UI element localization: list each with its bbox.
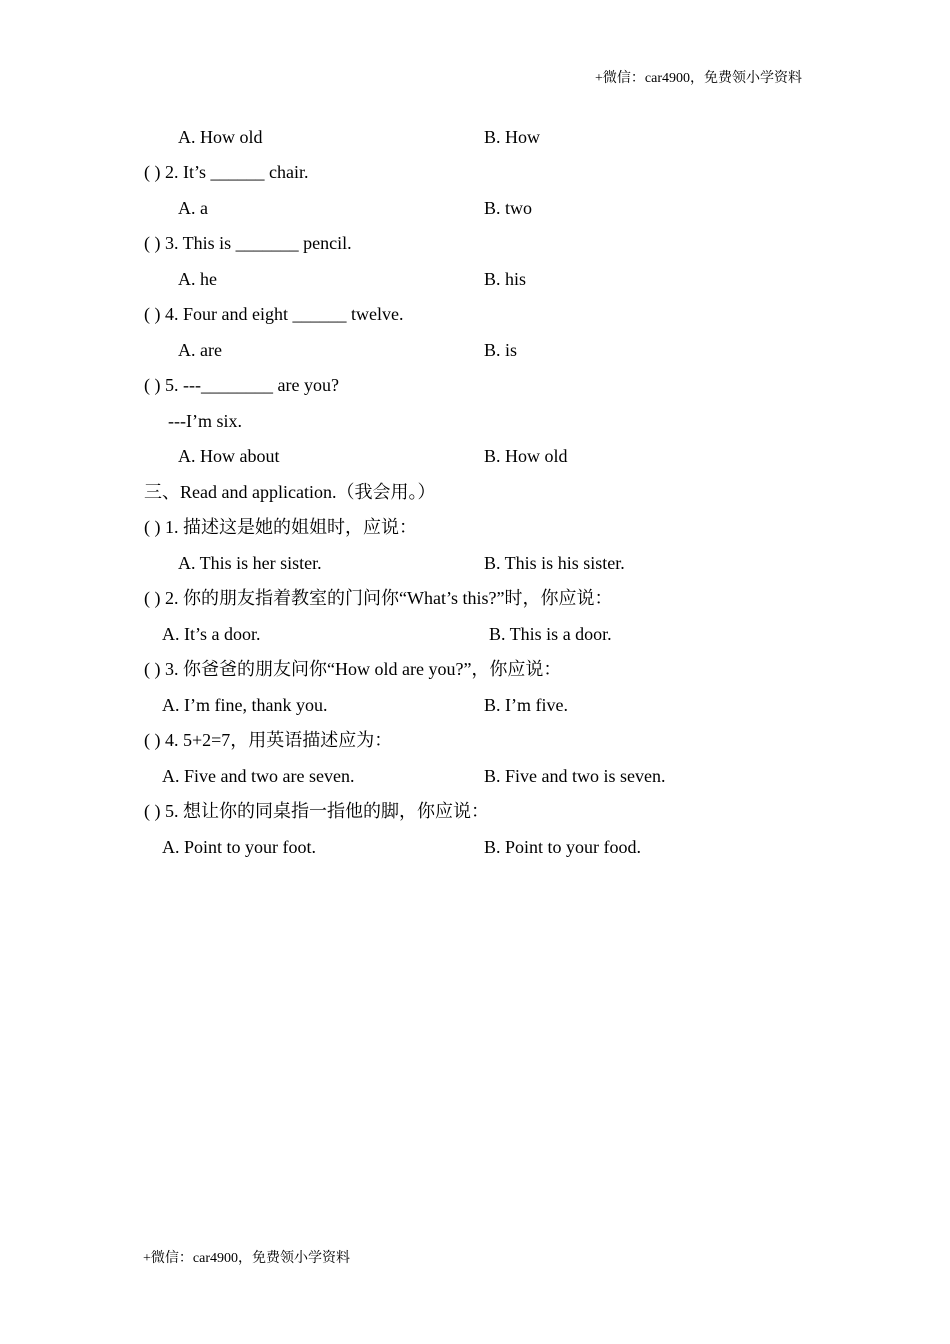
part3-q1-option-b: B. This is his sister. <box>484 553 625 573</box>
part2-q1-option-a: A. How old <box>178 127 263 147</box>
part2-q4-option-b: B. is <box>484 340 518 360</box>
part2-q4-stem: ( ) 4. Four and eight ______ twelve. <box>144 304 404 324</box>
header-note: +微信：car4900，免费领小学资料 <box>595 71 802 86</box>
part2-q2-stem: ( ) 2. It’s ______ chair. <box>144 162 309 182</box>
part2-q5-stem: ( ) 5. ---________ are you? <box>144 375 339 395</box>
part2-q5-option-a: A. How about <box>178 446 280 466</box>
part2-q5-option-b: B. How old <box>484 446 568 466</box>
part3-title: 三、Read and application.（我会用。） <box>144 482 436 502</box>
part2-q3-option-a: A. he <box>178 269 217 289</box>
part3-q5-option-b: B. Point to your food. <box>484 837 642 857</box>
part3-q4-option-a: A. Five and two are seven. <box>162 766 355 786</box>
part2-q3-stem: ( ) 3. This is _______ pencil. <box>144 233 352 253</box>
part3-q1-stem: ( ) 1. 描述这是她的姐姐时，应说： <box>144 517 417 537</box>
part3-q2-option-a: A. It’s a door. <box>162 624 261 644</box>
part2-q2-option-b: B. two <box>484 198 533 218</box>
part3-q4-stem: ( ) 4. 5+2=7，用英语描述应为： <box>144 730 393 750</box>
part3-q5-option-a: A. Point to your foot. <box>162 837 317 857</box>
part2-q5-reply: ---I’m six. <box>168 411 242 431</box>
part3-q3-option-a: A. I’m fine, thank you. <box>162 695 328 715</box>
part3-q2-stem: ( ) 2. 你的朋友指着教室的门问你“What’s this?”时，你应说： <box>144 588 613 608</box>
part3-q3-option-b: B. I’m five. <box>484 695 568 715</box>
footer-note: +微信：car4900，免费领小学资料 <box>143 1251 350 1266</box>
part3-q5-stem: ( ) 5. 想让你的同桌指一指他的脚，你应说： <box>144 801 489 821</box>
part3-q3-stem: ( ) 3. 你爸爸的朋友问你“How old are you?”，你应说： <box>144 659 562 679</box>
part2-q4-option-a: A. are <box>178 340 222 360</box>
part2-q3-option-b: B. his <box>484 269 527 289</box>
part3-q4-option-b: B. Five and two is seven. <box>484 766 666 786</box>
part3-q2-option-b: B. This is a door. <box>489 624 612 644</box>
part3-q1-option-a: A. This is her sister. <box>178 553 322 573</box>
part2-q2-option-a: A. a <box>178 198 208 218</box>
part2-q1-option-b: B. How <box>484 127 541 147</box>
